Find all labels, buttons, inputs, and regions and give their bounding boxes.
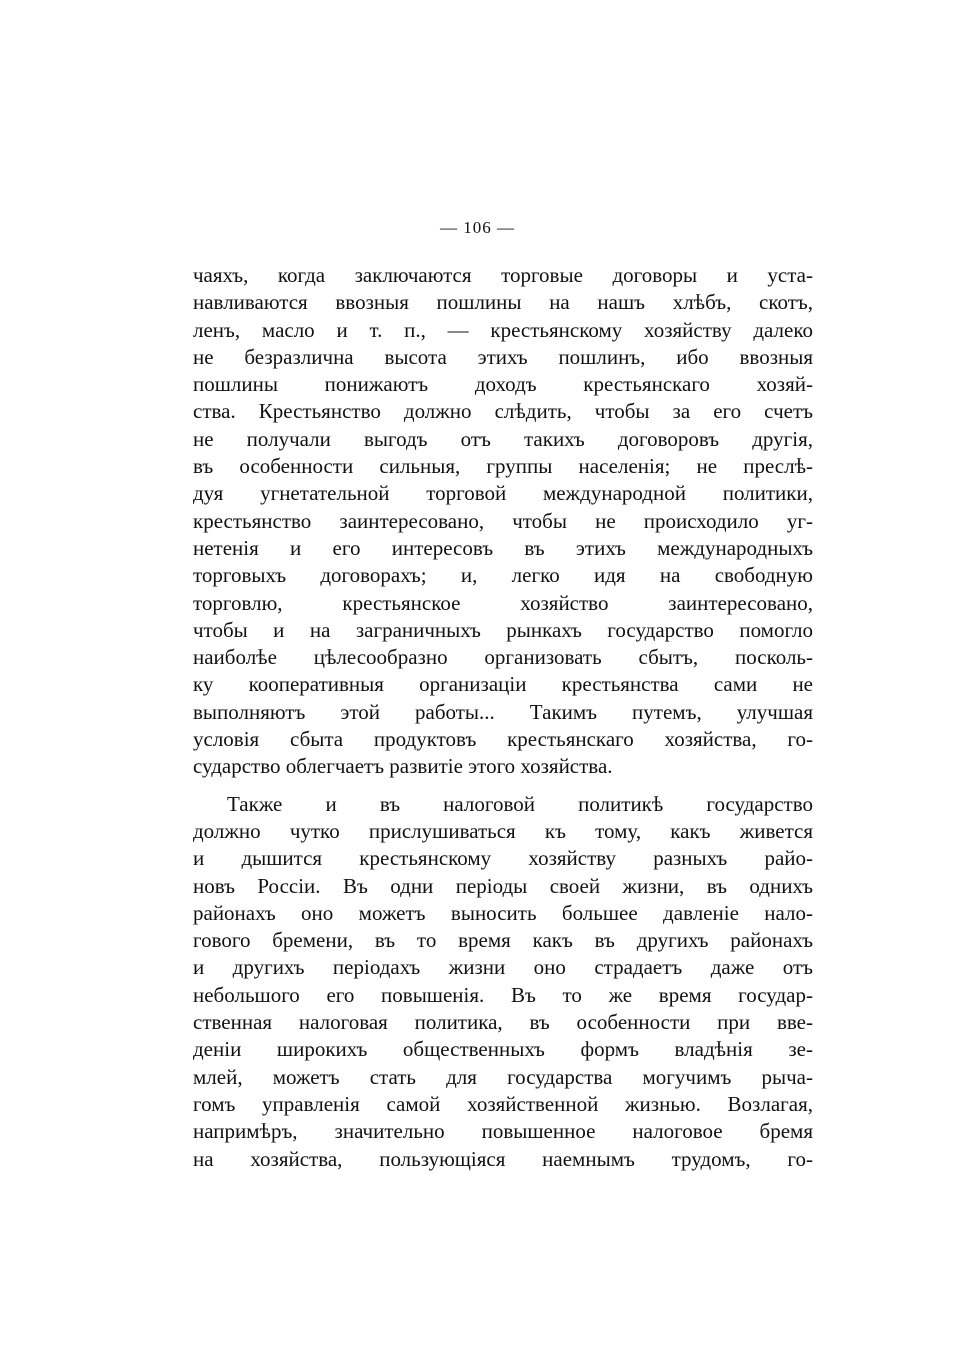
text-line: не получали выгодъ отъ такихъ договоровъ другія, xyxy=(193,426,813,451)
text-line: млей, можетъ стать для государства могучимъ рыча- xyxy=(193,1064,813,1089)
text-line: крестьянство заинтересовано, чтобы не происходило уг- xyxy=(193,508,813,533)
text-line: не безразлична высота этихъ пошлинъ, ибо ввозныя xyxy=(193,344,813,369)
text-line: въ особенности сильныя, группы населенія; не преслѣ- xyxy=(193,454,813,479)
text-line: и другихъ періодахъ жизни оно страдаетъ даже отъ xyxy=(193,955,813,980)
text-line: ку кооперативныя организаціи крестьянства сами не xyxy=(193,672,813,697)
text-line: ственная налоговая политика, въ особенности при вве- xyxy=(193,1010,813,1035)
text-line: торговыхъ договорахъ; и, легко идя на свободную xyxy=(193,563,813,588)
text-line: дуя угнетательной торговой международной политики, xyxy=(193,481,813,506)
paragraph-1 xyxy=(193,262,813,781)
text-line: пошлины понижаютъ доходъ крестьянскаго хозяй- xyxy=(193,372,813,397)
text-line: выполняютъ этой работы... Такимъ путемъ, улучшая xyxy=(193,699,813,724)
text-line: должно чутко прислушиваться къ тому, какъ живется xyxy=(193,818,813,843)
text-line: наиболѣе цѣлесообразно организовать сбытъ, посколь- xyxy=(193,645,813,670)
text-line: на хозяйства, пользующіяся наемнымъ трудомъ, го- xyxy=(193,1146,813,1171)
text-line: гового бремени, въ то время какъ въ другихъ районахъ xyxy=(193,928,813,953)
page-number: — 106 — xyxy=(440,218,515,237)
text-line: гомъ управленія самой хозяйственной жизнью. Возлагая, xyxy=(193,1091,813,1116)
text-line: ленъ, масло и т. п., — крестьянскому хозяйству далеко xyxy=(193,317,813,342)
paragraph-2 xyxy=(193,791,813,1173)
text-line: навливаются ввозныя пошлины на нашъ хлѣбъ, скотъ, xyxy=(193,290,813,315)
text-line: районахъ оно можетъ выносить большее давленіе нало- xyxy=(193,900,813,925)
body-text xyxy=(193,262,813,1173)
text-line: торговлю, крестьянское хозяйство заинтересовано, xyxy=(193,590,813,615)
text-line: чтобы и на заграничныхъ рынкахъ государство помогло xyxy=(193,617,813,642)
paragraph-gap xyxy=(193,781,813,791)
text-line: чаяхъ, когда заключаются торговые договоры и уста- xyxy=(193,263,813,287)
text-line: напримѣръ, значительно повышенное налоговое бремя xyxy=(193,1119,813,1144)
text-line: и дышится крестьянскому хозяйству разныхъ райо- xyxy=(193,846,813,871)
text-line: условія сбыта продуктовъ крестьянскаго хозяйства, го- xyxy=(193,727,813,752)
text-line: новъ Россіи. Въ одни періоды своей жизни, въ однихъ xyxy=(193,873,813,898)
text-line: Также и въ налоговой политикѣ государство xyxy=(227,791,813,816)
text-line: деніи широкихъ общественныхъ формъ владѣнія зе- xyxy=(193,1037,813,1062)
text-line: небольшого его повышенія. Въ то же время государ- xyxy=(193,982,813,1007)
text-line: ства. Крестьянство должно слѣдить, чтобы за его счетъ xyxy=(193,399,813,424)
text-line: нетенія и его интересовъ въ этихъ международныхъ xyxy=(193,535,813,560)
text-line: сударство облегчаетъ развитіе этого хозяйства. xyxy=(193,754,613,779)
